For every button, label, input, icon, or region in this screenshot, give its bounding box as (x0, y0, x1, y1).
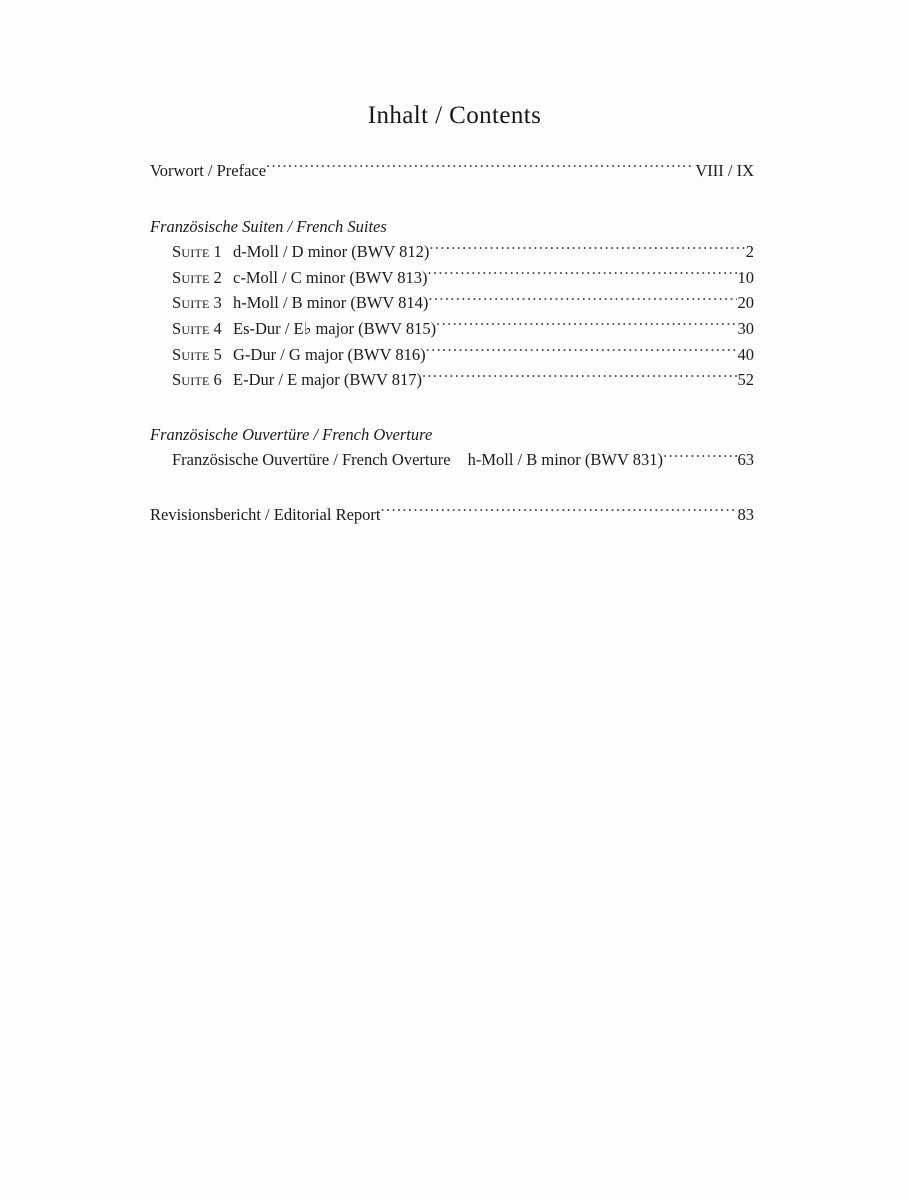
toc-entry-suite-4[interactable] (172, 316, 754, 342)
section-body-french-overture (150, 447, 754, 473)
suite-6-page: 52 (737, 370, 754, 390)
dot-leader (429, 241, 744, 258)
toc-entry-editorial-report[interactable] (150, 502, 754, 528)
section-heading-french-suites: Französische Suiten / French Suites (150, 216, 387, 236)
toc-entry-suite-2[interactable] (172, 265, 754, 291)
french-overture-designation (172, 447, 663, 473)
toc-entry-editorial-report-page: 83 (737, 504, 754, 524)
suite-6-title: E-Dur / E major (BWV 817) (233, 370, 422, 390)
toc-entry-suite-6[interactable] (172, 367, 754, 393)
french-overture-page: 63 (737, 450, 754, 470)
spacer (150, 184, 754, 214)
dot-leader (422, 369, 737, 386)
suite-label: Suite (172, 344, 210, 364)
suite-2-page: 10 (737, 267, 754, 287)
spacer (150, 473, 754, 502)
table-of-contents (150, 158, 754, 528)
suite-3-title: h-Moll / B minor (BWV 814) (233, 293, 429, 313)
suite-5-title: G-Dur / G major (BWV 816) (233, 344, 426, 364)
suite-3-designation (172, 290, 233, 316)
suite-number: 2 (213, 267, 222, 287)
toc-entry-editorial-report-label: Revisionsbericht / Editorial Report (150, 504, 381, 524)
suite-3-page: 20 (737, 293, 754, 313)
section-body-french-suites (150, 239, 754, 393)
dot-leader (428, 292, 736, 309)
suite-6-designation (172, 367, 233, 393)
toc-entry-preface-page: VIII / IX (695, 161, 754, 180)
section-heading-french-overture: Französische Ouvertüre / French Overture (150, 424, 433, 444)
suite-4-designation (172, 316, 233, 342)
suite-1-page: 2 (745, 242, 754, 262)
suite-label: Suite (172, 242, 210, 262)
dot-leader (426, 343, 737, 360)
suite-2-title: c-Moll / C minor (BWV 813) (233, 267, 428, 287)
toc-entry-preface-label: Vorwort / Preface (150, 161, 267, 180)
suite-label: Suite (172, 267, 210, 287)
suite-2-designation (172, 265, 233, 291)
french-overture-title: Französische Ouvertüre / French Overture (172, 450, 451, 470)
french-overture-key: h-Moll / B minor (BWV 831) (467, 450, 663, 470)
toc-entry-suite-1[interactable] (172, 239, 754, 265)
toc-entry-preface[interactable] (150, 158, 754, 184)
suite-label: Suite (172, 370, 210, 390)
suite-5-designation (172, 342, 233, 368)
suite-number: 5 (213, 344, 222, 364)
suite-label: Suite (172, 318, 210, 338)
toc-entry-suite-3[interactable] (172, 290, 754, 316)
suite-number: 3 (213, 293, 222, 313)
suite-1-designation (172, 239, 233, 265)
spacer (150, 393, 754, 422)
suite-label: Suite (172, 293, 210, 313)
dot-leader (436, 317, 736, 334)
suite-1-title: d-Moll / D minor (BWV 812) (233, 242, 430, 262)
dot-leader (381, 503, 737, 520)
suite-number: 1 (213, 242, 222, 262)
toc-entry-suite-5[interactable] (172, 342, 754, 368)
dot-leader (427, 266, 736, 283)
dot-leader (266, 160, 694, 177)
page-title: Inhalt / Contents (367, 102, 542, 129)
suite-4-page: 30 (737, 318, 754, 338)
dot-leader (663, 449, 737, 466)
suite-4-title: Es-Dur / E♭ major (BWV 815) (233, 318, 437, 338)
toc-entry-french-overture[interactable] (172, 447, 754, 473)
suite-5-page: 40 (737, 344, 754, 364)
suite-number: 6 (213, 370, 222, 390)
suite-number: 4 (213, 318, 222, 338)
